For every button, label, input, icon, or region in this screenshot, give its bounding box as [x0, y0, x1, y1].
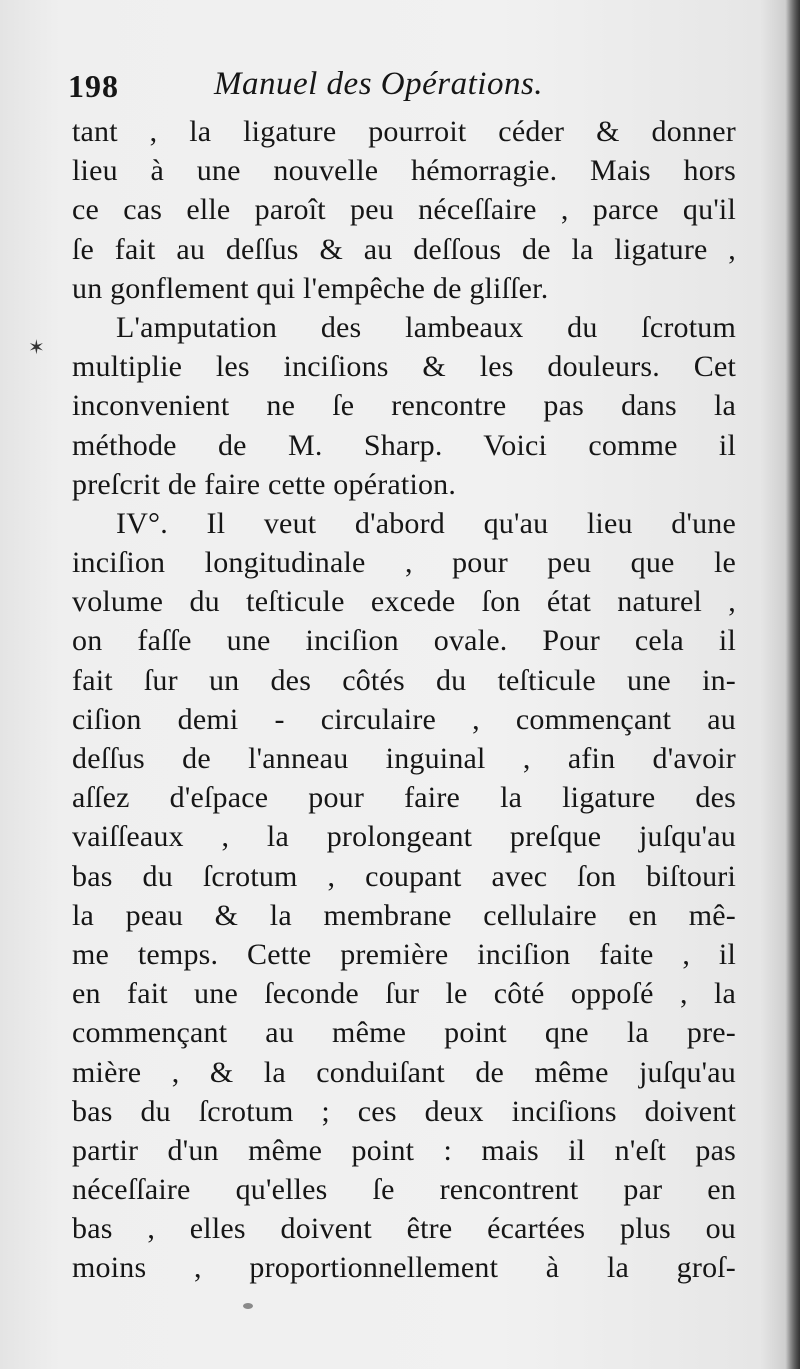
text-line: vaiſſeaux , la prolongeant preſque juſqu'au: [72, 820, 736, 854]
text-line: inconvenient ne ſe rencontre pas dans la: [72, 389, 736, 423]
text-line: me temps. Cette première inciſion faite , il: [72, 937, 736, 971]
text-line: L'amputation des lambeaux du ſcrotum: [116, 310, 736, 344]
text-line: néceſſaire qu'elles ſe rencontrent par en: [72, 1173, 736, 1207]
text-line: IV°. Il veut d'abord qu'au lieu d'une: [116, 506, 736, 540]
text-line: bas du ſcrotum ; ces deux inciſions doivent: [72, 1094, 736, 1128]
text-line: inciſion longitudinale , pour peu que le: [72, 546, 736, 580]
running-title: Manuel des Opérations.: [214, 66, 544, 102]
page-edge-shadow: [786, 0, 800, 1369]
text-line: commençant au même point qne la pre-: [72, 1016, 736, 1050]
text-line: tant , la ligature pourroit céder & donner: [72, 115, 736, 148]
text-line: moins , proportionnellement à la groſ-: [72, 1251, 736, 1285]
body-text: [72, 112, 736, 1288]
text-line: la peau & la membrane cellulaire en mê-: [72, 898, 736, 932]
text-line: bas , elles doivent être écartées plus ou: [72, 1212, 736, 1246]
text-line: en fait une ſeconde ſur le côté oppoſé , la: [72, 977, 736, 1011]
text-line: partir d'un même point : mais il n'eſt pas: [72, 1133, 736, 1167]
text-line: ce cas elle paroît peu néceſſaire , parce qu'il: [72, 193, 736, 227]
text-line: on faſſe une inciſion ovale. Pour cela il: [72, 624, 736, 658]
text-line: ſe fait au deſſus & au deſſous de la ligature ,: [72, 232, 736, 266]
text-line: preſcrit de faire cette opération.: [72, 467, 457, 501]
text-line: méthode de M. Sharp. Voici comme il: [72, 428, 736, 462]
text-line: ciſion demi - circulaire , commençant au: [72, 702, 736, 736]
margin-ink-mark: ✶: [28, 335, 45, 359]
ink-speck: [243, 1303, 253, 1309]
text-line: mière , & la conduiſant de même juſqu'au: [72, 1055, 736, 1089]
page-number: 198: [68, 68, 119, 104]
text-line: bas du ſcrotum , coupant avec ſon biſtouri: [72, 859, 736, 893]
text-line: multiplie les inciſions & les douleurs. Cet: [72, 350, 736, 384]
text-line: lieu à une nouvelle hémorragie. Mais hors: [72, 154, 736, 188]
text-line: volume du teſticule excede ſon état naturel ,: [72, 585, 736, 619]
page-header: [68, 66, 708, 110]
text-line: fait ſur un des côtés du teſticule une in-: [72, 663, 736, 697]
text-line: deſſus de l'anneau inguinal , afin d'avoir: [72, 742, 736, 775]
text-line: aſſez d'eſpace pour faire la ligature des: [72, 781, 736, 815]
text-line: un gonflement qui l'empêche de gliſſer.: [72, 271, 549, 305]
